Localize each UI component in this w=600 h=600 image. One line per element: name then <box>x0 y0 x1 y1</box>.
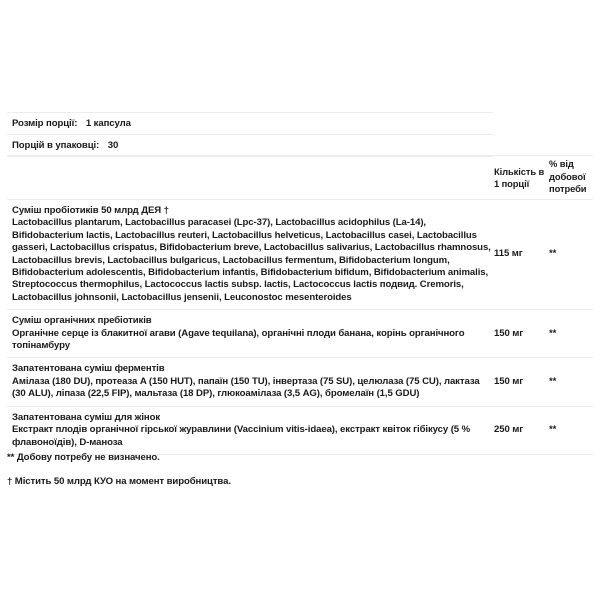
ingredient-cell <box>7 315 494 352</box>
table-header <box>7 156 593 200</box>
ingredient-description: Екстракт плодів органічної гірської журавлини (Vaccinium vitis-idaea), екстракт квіток гібікусу (5 % флавоноїдів), D-маноза <box>12 424 471 448</box>
daily-value-cell: ** <box>549 424 557 436</box>
ingredient-title: Запатентована суміш для жінок <box>12 411 161 423</box>
footnote-cfu: † Містить 50 млрд КУО на момент виробництва. <box>7 476 231 487</box>
header-daily-value: % від добової потреби <box>549 158 587 194</box>
table-row <box>7 358 593 406</box>
daily-value-cell: ** <box>549 327 557 339</box>
servings-per-container-row <box>7 134 493 157</box>
serving-size-row <box>7 112 493 134</box>
footnotes <box>7 452 593 500</box>
ingredient-description: Органічне серце із блакитної агави (Agave tequilana), органічні плоди банана, корінь органічного топінамбуру <box>12 327 465 352</box>
table-row <box>7 310 593 358</box>
serving-size-value: 1 капсула <box>85 118 131 129</box>
serving-info <box>7 112 493 157</box>
header-amount-per-serving: Кількість в 1 порції <box>494 166 545 189</box>
servings-per-container-label: Порцій в упаковці: <box>12 140 100 151</box>
footnote-daily-value: ** Добову потребу не визначено. <box>7 452 160 463</box>
table-row <box>7 407 593 455</box>
ingredient-title: Запатентована суміш ферментів <box>12 363 165 375</box>
daily-value-cell: ** <box>549 248 557 260</box>
table-row <box>7 200 593 310</box>
ingredient-cell <box>7 205 494 304</box>
ingredient-description: Lactobacillus plantarum, Lactobacillus paracasei (Lpc-37), Lactobacillus acidophilus (La-14), Bifidobacterium lactis, Lactobacillus reuteri, Lactobacillus helveticus, Lactobacillus casei, Lactobacillus gasseri, Lactobacillus crispatus, Bifidobacterium breve, Lactobacillus salivarius, Lactobacillus rhamnosus, Lactobacillus brevis, Lactobacillus bulgaricus, Lactobacillus fermentum, Bifidobacterium longum, Bifidobacterium adolescentis, Bifidobacterium infantis, Bifidobacterium bifidum, Bifidobacterium animalis, Streptococcus thermophilus, Lactococcus lactis subsp. lactis, Lactococcus lactis подвид. Cremoris, Lactobacillus johnsonii, Lactobacillus jensenii, Leuconostoc mesenteroides <box>12 217 491 303</box>
ingredient-title: Суміш пробіотиків 50 млрд ДЕЯ † <box>12 205 169 216</box>
amount-cell: 150 мг <box>494 375 524 387</box>
ingredient-cell <box>7 412 494 449</box>
ingredient-cell <box>7 363 494 400</box>
serving-size-label: Розмір порції: <box>12 118 78 129</box>
ingredient-description: Амілаза (180 DU), протеаза A (150 HUT), папаїн (150 TU), інвертаза (75 SU), целюлаза (75 CU), лактаза (30 ALU), ліпаза (22,5 FIP), мальтаза (18 DP), глюкоамілаза (3,5 AG), бромелаїн (1,5 GDU) <box>12 375 480 400</box>
daily-value-cell: ** <box>549 375 557 387</box>
supplement-facts-table <box>7 155 593 455</box>
header-ingredient <box>7 156 494 199</box>
amount-cell: 150 мг <box>494 327 524 339</box>
amount-cell: 115 мг <box>494 248 523 260</box>
ingredient-title: Суміш органічних пребіотиків <box>12 315 152 327</box>
servings-per-container-value: 30 <box>107 140 119 151</box>
amount-cell: 250 мг <box>494 424 524 436</box>
